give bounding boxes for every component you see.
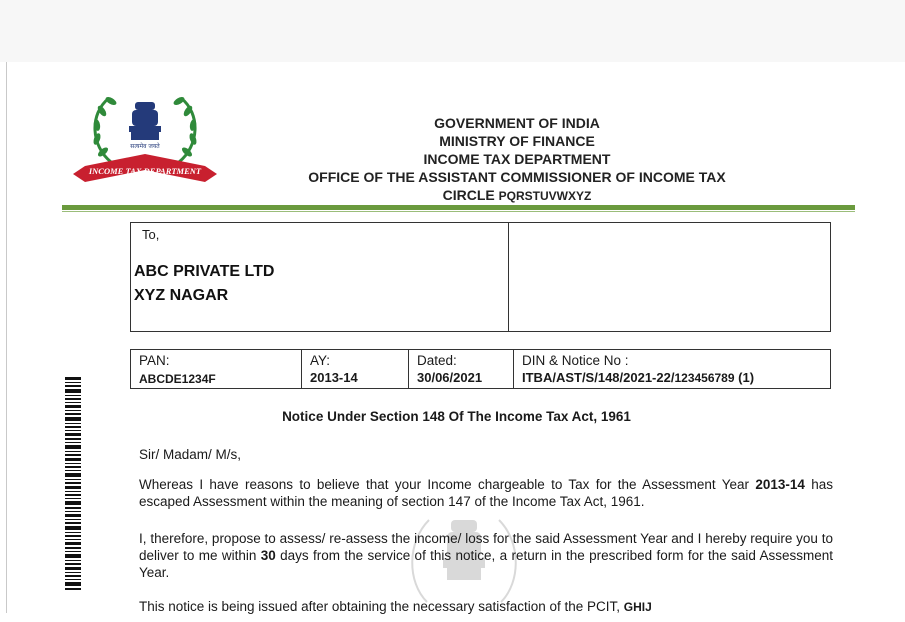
notice-details-row: [130, 349, 831, 389]
ay-label: AY:: [310, 353, 331, 368]
income-tax-department-logo: [69, 84, 221, 194]
paragraph-reason-start: Whereas I have reasons to believe that your Income chargeable to Tax for the Assessment Year: [139, 477, 750, 492]
paragraph-reason-end: has escaped Assessment within the meaning of section 147 of the Income Tax Act, 1961.: [139, 477, 833, 509]
din-number: 123456789: [674, 371, 735, 385]
din-cell: [514, 350, 830, 388]
addressee-name: ABC PRIVATE LTD: [134, 263, 275, 280]
pan-label: PAN:: [139, 353, 170, 368]
top-margin: [0, 0, 905, 62]
ay-cell: [302, 350, 409, 388]
notice-document: [6, 62, 905, 613]
header-line-government: GOVERNMENT OF INDIA: [434, 115, 600, 131]
din-suffix: (1): [738, 370, 755, 385]
green-divider-thin: [62, 211, 855, 212]
din-prefix: ITBA/AST/S/148/2021-22/: [522, 370, 675, 385]
days-count: 30: [260, 548, 276, 563]
address-box: [130, 222, 831, 332]
addressee-block: [134, 260, 274, 308]
header-line-department: INCOME TAX DEPARTMENT: [423, 151, 611, 167]
ay-value: 2013-14: [310, 370, 358, 385]
circle-code: PQRSTUVWXYZ: [498, 189, 592, 203]
addressee-cell: [131, 223, 509, 331]
dated-cell: [409, 350, 514, 388]
assessment-year: 2013-14: [755, 477, 805, 492]
dated-value: 30/06/2021: [417, 370, 483, 385]
header-line-circle: [257, 186, 777, 205]
paragraph-reason: [139, 476, 833, 510]
paragraph-requirement-end: days from the service of this notice, a return in the prescribed form for the said Assessment Year.: [139, 548, 833, 580]
salutation: Sir/ Madam/ M/s,: [139, 447, 242, 462]
to-label: To,: [142, 227, 160, 242]
din-value: [522, 370, 754, 385]
paragraph-requirement: [139, 530, 833, 581]
din-label: DIN & Notice No :: [522, 353, 629, 368]
ashoka-emblem: [129, 102, 161, 140]
dated-label: Dated:: [417, 353, 457, 368]
paragraph-satisfaction: [139, 598, 833, 616]
header-line-ministry: MINISTRY OF FINANCE: [439, 133, 595, 149]
letterhead: [257, 114, 777, 205]
header-line-office: OFFICE OF THE ASSISTANT COMMISSIONER OF INCOME TAX: [308, 169, 726, 185]
addressee-address: XYZ NAGAR: [134, 287, 229, 304]
pan-value: ABCDE1234F: [139, 372, 216, 386]
circle-label: CIRCLE: [442, 187, 495, 203]
motto-text: सत्यमेव जयते: [130, 143, 160, 150]
pcit-code: GHIJ: [623, 600, 652, 614]
pan-cell: [131, 350, 302, 388]
ribbon-text: INCOME TAX DEPARTMENT: [88, 166, 202, 176]
green-divider: [62, 205, 855, 210]
notice-title: Notice Under Section 148 Of The Income Tax Act, 1961: [282, 409, 631, 424]
paragraph-requirement-start: I, therefore, propose to assess/ re-assess the income/ loss for the said Assessment Year and I hereby require you to deliver to me within: [139, 531, 833, 563]
paragraph-satisfaction-start: This notice is being issued after obtaining the necessary satisfaction of the PCIT,: [139, 599, 621, 614]
